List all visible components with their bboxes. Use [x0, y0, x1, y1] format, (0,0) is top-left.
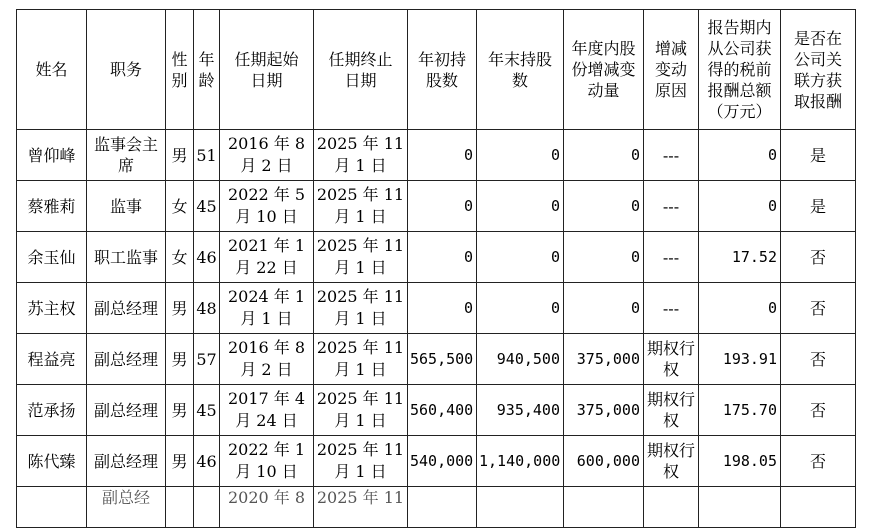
- column-header-share-change: [564, 10, 644, 130]
- column-header-line: 职务: [109, 60, 142, 79]
- column-header-line: 日期: [344, 70, 377, 90]
- column-header-line: 龄: [198, 70, 215, 90]
- table-row: [17, 385, 856, 436]
- supervisor-executive-table: [16, 9, 856, 528]
- cell-related: 否: [781, 436, 856, 487]
- cell-change: 0: [564, 130, 644, 181]
- column-header-line: 任期终止: [328, 49, 393, 69]
- cell-reason: ---: [644, 181, 699, 232]
- cell-end-shares: 935,400: [477, 385, 564, 436]
- cell-age: [194, 487, 220, 528]
- cell-position: 职工监事: [87, 232, 166, 283]
- column-header-name: [17, 10, 87, 130]
- cell-name: 苏主权: [17, 283, 87, 334]
- cell-related: 是: [781, 130, 856, 181]
- cell-begin-shares: [408, 487, 477, 528]
- table-row: [17, 130, 856, 181]
- column-header-line: 得的税前: [707, 60, 772, 79]
- cell-change: [564, 487, 644, 528]
- column-header-line: 报告期内: [707, 18, 772, 37]
- cell-position: 副总经理: [87, 334, 166, 385]
- column-header-pay: [699, 10, 781, 130]
- cell-related: 否: [781, 334, 856, 385]
- cell-end: 2025 年 11 月 1 日: [314, 232, 408, 283]
- column-header-line: 任期起始: [234, 49, 299, 69]
- cell-end: 2025 年 11: [314, 487, 408, 528]
- cell-change: 375,000: [564, 334, 644, 385]
- column-header-line: 年初持: [417, 49, 466, 69]
- cell-start: 2021 年 1 月 22 日: [220, 232, 314, 283]
- cell-pay: 17.52: [699, 232, 781, 283]
- cell-gender: 男: [166, 283, 194, 334]
- column-header-line: 股数: [425, 70, 458, 90]
- column-header-line: 报酬总额: [707, 81, 772, 100]
- column-header-line: 原因: [654, 81, 687, 100]
- cell-name: 陈代臻: [17, 436, 87, 487]
- cell-end-shares: 940,500: [477, 334, 564, 385]
- cell-related: [781, 487, 856, 528]
- column-header-line: 数: [511, 70, 528, 90]
- column-header-end-shares: [477, 10, 564, 130]
- cell-begin-shares: 565,500: [408, 334, 477, 385]
- table-body: [17, 130, 856, 528]
- cell-end: 2025 年 11 月 1 日: [314, 181, 408, 232]
- column-header-begin-shares: [408, 10, 477, 130]
- cell-reason: 期权行权: [644, 436, 699, 487]
- column-header-age: [194, 10, 220, 130]
- cell-end: 2025 年 11 月 1 日: [314, 436, 408, 487]
- cell-age: 48: [194, 283, 220, 334]
- cell-change: 0: [564, 283, 644, 334]
- column-header-change-reason: [644, 10, 699, 130]
- cell-start: 2020 年 8: [220, 487, 314, 528]
- cell-change: 0: [564, 181, 644, 232]
- cell-position: 副总经理: [87, 436, 166, 487]
- column-header-line: 姓名: [35, 60, 68, 79]
- cell-reason: ---: [644, 130, 699, 181]
- cell-begin-shares: 540,000: [408, 436, 477, 487]
- cell-age: 46: [194, 232, 220, 283]
- cell-name: 蔡雅莉: [17, 181, 87, 232]
- cell-gender: 男: [166, 130, 194, 181]
- table-row: [17, 283, 856, 334]
- cell-position: 副总经: [87, 487, 166, 528]
- cell-end: 2025 年 11 月 1 日: [314, 130, 408, 181]
- column-header-line: 年: [198, 49, 215, 69]
- column-header-gender: [166, 10, 194, 130]
- cell-start: 2022 年 5 月 10 日: [220, 181, 314, 232]
- cell-position: 副总经理: [87, 385, 166, 436]
- column-header-line: （万元）: [707, 102, 772, 121]
- column-header-line: 取报酬: [793, 91, 842, 111]
- cell-age: 45: [194, 385, 220, 436]
- header-row: [17, 10, 856, 130]
- cell-end-shares: 0: [477, 130, 564, 181]
- column-header-line: 变动: [654, 60, 687, 79]
- column-header-end-date: [314, 10, 408, 130]
- cell-end: 2025 年 11 月 1 日: [314, 334, 408, 385]
- page: [16, 9, 857, 507]
- column-header-line: 别: [171, 70, 188, 90]
- column-header-line: 性: [171, 49, 188, 69]
- cell-reason: 期权行权: [644, 334, 699, 385]
- cell-reason: ---: [644, 283, 699, 334]
- cell-related: 是: [781, 181, 856, 232]
- column-header-line: 从公司获: [707, 39, 772, 58]
- cell-begin-shares: 0: [408, 232, 477, 283]
- cell-gender: 男: [166, 385, 194, 436]
- cell-end-shares: 0: [477, 181, 564, 232]
- column-header-line: 年度内股: [571, 39, 636, 58]
- table-row: [17, 487, 856, 528]
- cell-end-shares: 0: [477, 283, 564, 334]
- cell-gender: [166, 487, 194, 528]
- cell-related: 否: [781, 283, 856, 334]
- column-header-position: [87, 10, 166, 130]
- cell-start: 2022 年 1 月 10 日: [220, 436, 314, 487]
- cell-pay: 0: [699, 283, 781, 334]
- cell-related: 否: [781, 385, 856, 436]
- cell-pay: 175.70: [699, 385, 781, 436]
- column-header-start-date: [220, 10, 314, 130]
- column-header-line: 公司关: [793, 49, 842, 69]
- cell-end-shares: 0: [477, 232, 564, 283]
- cell-position: 监事: [87, 181, 166, 232]
- column-header-line: 年末持股: [487, 49, 552, 69]
- cell-begin-shares: 0: [408, 181, 477, 232]
- cell-name: 余玉仙: [17, 232, 87, 283]
- column-header-line: 联方获: [793, 70, 842, 90]
- cell-pay: 198.05: [699, 436, 781, 487]
- cell-reason: 期权行权: [644, 385, 699, 436]
- column-header-line: 份增减变: [571, 60, 636, 79]
- cell-age: 46: [194, 436, 220, 487]
- cell-reason: [644, 487, 699, 528]
- cell-age: 45: [194, 181, 220, 232]
- cell-name: 曾仰峰: [17, 130, 87, 181]
- cell-start: 2016 年 8 月 2 日: [220, 130, 314, 181]
- cell-name: 范承扬: [17, 385, 87, 436]
- cell-change: 600,000: [564, 436, 644, 487]
- cell-end: 2025 年 11 月 1 日: [314, 283, 408, 334]
- cell-related: 否: [781, 232, 856, 283]
- cell-gender: 男: [166, 436, 194, 487]
- column-header-line: 日期: [250, 70, 283, 90]
- cell-begin-shares: 0: [408, 130, 477, 181]
- cell-change: 0: [564, 232, 644, 283]
- cell-pay: [699, 487, 781, 528]
- cell-change: 375,000: [564, 385, 644, 436]
- cell-name: 程益亮: [17, 334, 87, 385]
- table-row: [17, 181, 856, 232]
- table-row: [17, 232, 856, 283]
- table-row: [17, 334, 856, 385]
- table-row: [17, 436, 856, 487]
- cell-start: 2017 年 4 月 24 日: [220, 385, 314, 436]
- cell-begin-shares: 0: [408, 283, 477, 334]
- cell-end-shares: 1,140,000: [477, 436, 564, 487]
- cell-end: 2025 年 11 月 1 日: [314, 385, 408, 436]
- cell-gender: 女: [166, 181, 194, 232]
- column-header-related-party-pay: [781, 10, 856, 130]
- cell-reason: ---: [644, 232, 699, 283]
- cell-gender: 女: [166, 232, 194, 283]
- cell-name: [17, 487, 87, 528]
- cell-start: 2016 年 8 月 2 日: [220, 334, 314, 385]
- cell-start: 2024 年 1 月 1 日: [220, 283, 314, 334]
- cell-position: 监事会主席: [87, 130, 166, 181]
- column-header-line: 动量: [587, 81, 620, 100]
- cell-position: 副总经理: [87, 283, 166, 334]
- column-header-line: 增减: [654, 39, 687, 58]
- cell-pay: 0: [699, 181, 781, 232]
- cell-age: 51: [194, 130, 220, 181]
- cell-pay: 0: [699, 130, 781, 181]
- cell-gender: 男: [166, 334, 194, 385]
- cell-pay: 193.91: [699, 334, 781, 385]
- cell-end-shares: [477, 487, 564, 528]
- cell-age: 57: [194, 334, 220, 385]
- cell-begin-shares: 560,400: [408, 385, 477, 436]
- column-header-line: 是否在: [793, 28, 842, 48]
